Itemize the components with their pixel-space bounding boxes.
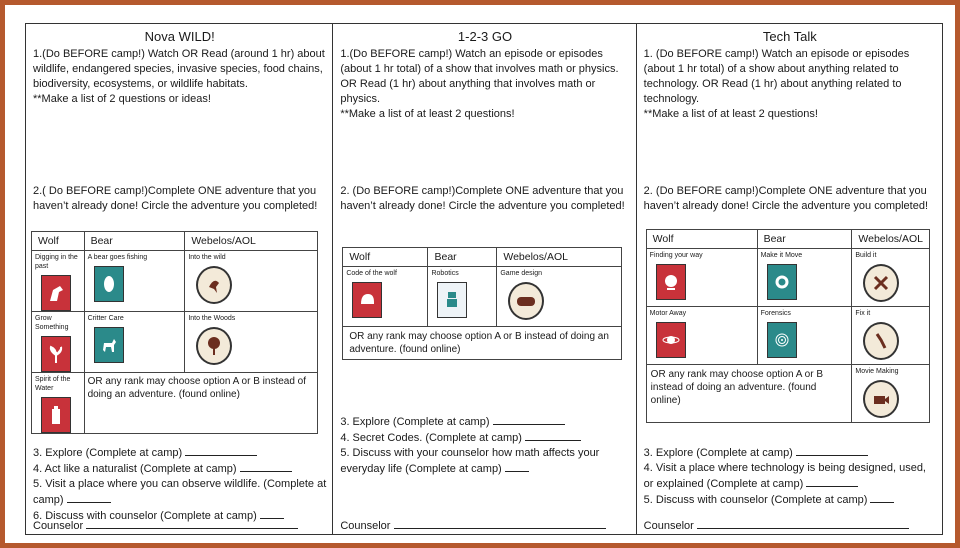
requirement-5: 5. Discuss with counselor (Complete at camp) [644, 492, 936, 508]
column-title: Nova WILD! [144, 29, 215, 44]
adventure-cell[interactable]: Build it [852, 249, 930, 307]
column-1-2-3-go [333, 24, 636, 534]
requirement-4: 4. Visit a place where technology is being designed, used, or explained (Complete at camp) [643, 462, 926, 490]
requirement-2: 2.( Do BEFORE camp!)Complete ONE adventure that you haven’t already done! Circle the adventure you completed! [33, 185, 318, 212]
adventure-table [342, 247, 621, 360]
requirement-3: 3. Explore (Complete at camp) [340, 414, 629, 430]
adventure-cell[interactable]: Motor Away [646, 307, 757, 365]
adventure-cell[interactable]: Code of the wolf [343, 267, 428, 327]
requirement-4: 4. Secret Codes. (Complete at camp) [340, 430, 629, 446]
requirement-5: 5. Discuss with your counselor how math affects your everyday life (Complete at camp) [340, 447, 600, 475]
header-webelos: Webelos/AOL [185, 232, 318, 251]
column-title: Tech Talk [762, 29, 817, 44]
requirement-1-note: **Make a list of 2 questions or ideas! [33, 93, 211, 105]
adventure-cell[interactable]: Movie Making [852, 365, 930, 423]
requirement-2: 2. (Do BEFORE camp!)Complete ONE adventure that you haven’t already done! Circle the adventure you completed! [643, 185, 929, 212]
requirement-1: 1. (Do BEFORE camp!) Watch an episode or episodes (about 1 hr total) of a show about anything related to technology. OR Read (1 hr) about anything related to technology. [643, 48, 910, 105]
adventure-cell[interactable]: Robotics [428, 267, 497, 327]
adventure-cell[interactable]: Game design [497, 267, 621, 327]
adventure-cell[interactable]: Into the wild [185, 251, 318, 312]
column-nova-wild [26, 24, 333, 534]
requirement-6: 6. Discuss with counselor (Complete at camp) [33, 508, 326, 524]
header-bear: Bear [757, 230, 852, 249]
adventure-cell[interactable]: Finding your way [646, 249, 757, 307]
adventure-cell[interactable]: Make it Move [757, 249, 852, 307]
header-wolf: Wolf [646, 230, 757, 249]
counselor-line[interactable]: Counselor [340, 518, 629, 534]
header-wolf: Wolf [32, 232, 85, 251]
requirement-1-note: **Make a list of at least 2 questions! [643, 108, 818, 120]
requirement-4: 4. Act like a naturalist (Complete at camp) [33, 461, 326, 477]
column-title: 1-2-3 GO [457, 29, 513, 44]
tree-icon [196, 327, 232, 365]
camera-icon [863, 380, 899, 418]
adventure-cell[interactable]: Grow Something [32, 312, 85, 373]
counselor-line[interactable]: Counselor [644, 518, 936, 534]
option-note: OR any rank may choose option A or B instead of doing an adventure. (found online) [343, 327, 621, 360]
dog-icon [94, 327, 124, 363]
option-note: OR any rank may choose option A or B instead of doing an adventure. (found online) [84, 373, 318, 434]
adventure-cell[interactable]: Spirit of the Water [32, 373, 85, 434]
robot-icon [437, 282, 467, 318]
globe-icon [656, 264, 686, 300]
fingerprint-icon [767, 322, 797, 358]
requirement-1: 1.(Do BEFORE camp!) Watch an episode or episodes (about 1 hr total) of a show that involves math or physics. OR Read (1 hr) about anything that involves math or physics. [340, 48, 619, 105]
requirement-3: 3. Explore (Complete at camp) [33, 445, 326, 461]
plant-icon [41, 336, 71, 372]
requirement-1-note: **Make a list of at least 2 questions! [340, 108, 515, 120]
dinosaur-icon [41, 275, 71, 311]
gamepad-icon [508, 282, 544, 320]
adventure-cell[interactable]: Forensics [757, 307, 852, 365]
planet-icon [656, 322, 686, 358]
requirement-3: 3. Explore (Complete at camp) [644, 445, 936, 461]
header-bear: Bear [428, 248, 497, 267]
tools-icon [863, 264, 899, 302]
screwdriver-icon [863, 322, 899, 360]
adventure-cell[interactable]: Fix it [852, 307, 930, 365]
adventure-table [31, 231, 318, 434]
adventure-cell[interactable]: A bear goes fishing [84, 251, 185, 312]
adventure-cell[interactable]: Into the Woods [185, 312, 318, 373]
header-bear: Bear [84, 232, 185, 251]
bird-icon [196, 266, 232, 304]
header-webelos: Webelos/AOL [497, 248, 621, 267]
option-note: OR any rank may choose option A or B instead of doing an adventure. (found online) [646, 365, 852, 423]
worksheet-grid [25, 23, 943, 535]
gear-icon [767, 264, 797, 300]
column-tech-talk [637, 24, 942, 534]
requirement-2: 2. (Do BEFORE camp!)Complete ONE adventure that you haven’t already done! Circle the adventure you completed! [340, 185, 625, 212]
requirement-5: 5. Visit a place where you can observe wildlife. (Complete at camp) [33, 478, 327, 506]
adventure-cell[interactable]: Critter Care [84, 312, 185, 373]
helmet-icon [352, 282, 382, 318]
fish-icon [94, 266, 124, 302]
adventure-cell[interactable]: Digging in the past [32, 251, 85, 312]
header-wolf: Wolf [343, 248, 428, 267]
bottle-icon [41, 397, 71, 433]
header-webelos: Webelos/AOL [852, 230, 930, 249]
adventure-table [646, 229, 930, 423]
requirement-1: 1.(Do BEFORE camp!) Watch OR Read (around 1 hr) about wildlife, endangered species, invasive species, food chains, biodiversity, ecosystems, or wildlife habitats. [33, 48, 325, 90]
counselor-line[interactable]: Counselor [33, 518, 326, 534]
